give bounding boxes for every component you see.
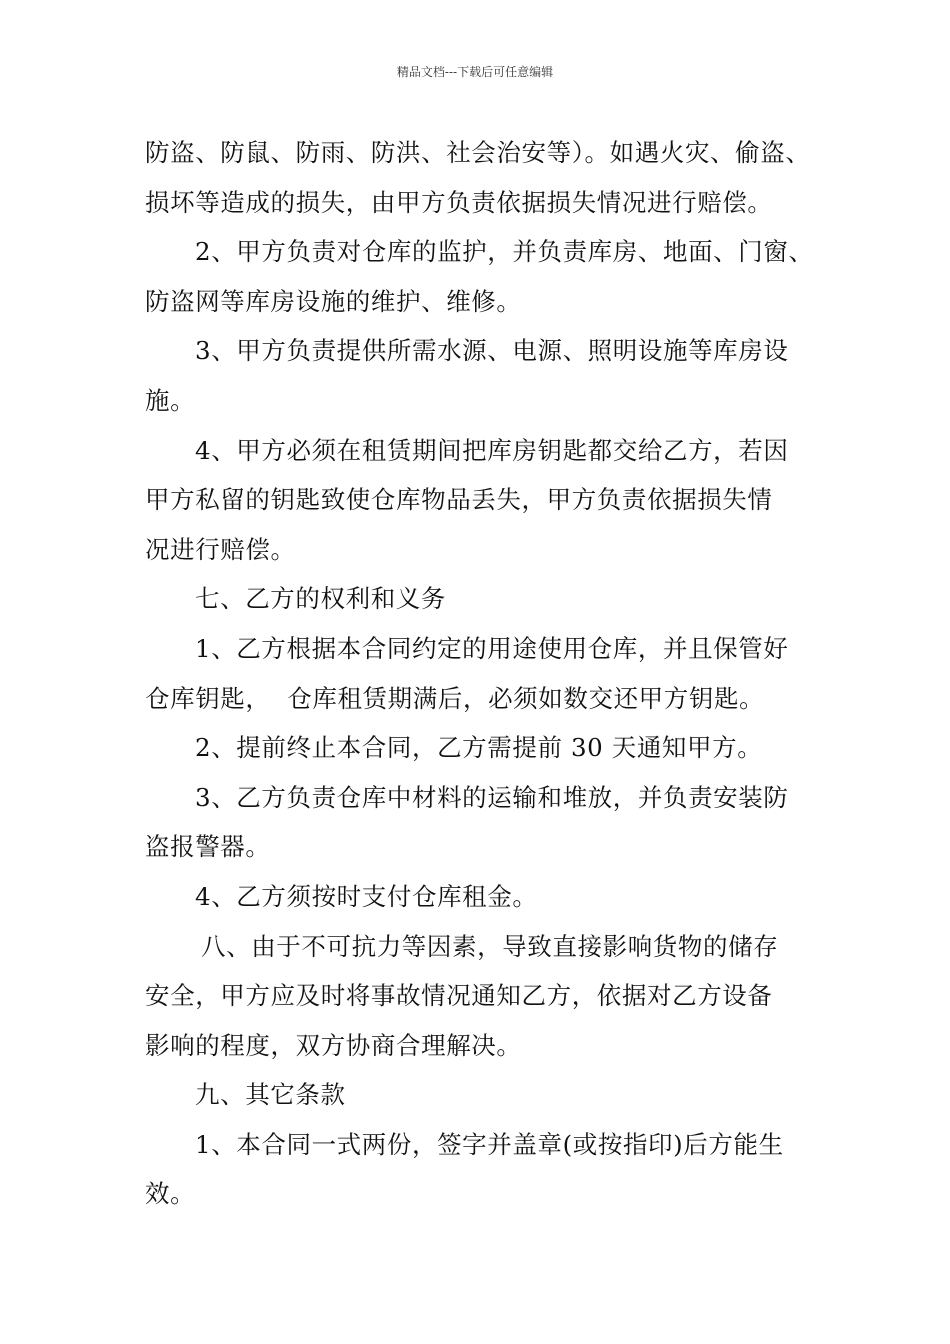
page-header: 精品文档---下载后可任意编辑 [396, 65, 554, 79]
paragraph-line: 影响的程度，双方协商合理解决。 [145, 1030, 522, 1060]
paragraph-line: 防盗、防鼠、防雨、防洪、社会治安等）。如遇火灾、偷盗、 [145, 138, 811, 167]
paragraph-line: 4、乙方须按时支付仓库租金。 [195, 881, 538, 911]
paragraph-line: 1、本合同一式两份，签字并盖章(或按指印)后方能生 [195, 1129, 784, 1159]
section-heading: 九、其它条款 [195, 1080, 346, 1110]
section-heading: 七、乙方的权利和义务 [195, 584, 446, 614]
paragraph-line: 2、甲方负责对仓库的监护，并负责库房、地面、门窗、 [195, 237, 814, 267]
document-body [145, 128, 835, 1219]
paragraph-line: 效。 [145, 1179, 196, 1209]
paragraph-line: 仓库钥匙， 仓库租赁期满后，必须如数交还甲方钥匙。 [145, 683, 765, 713]
paragraph-line: 损坏等造成的损失，由甲方负责依据损失情况进行赔偿。 [145, 187, 773, 217]
paragraph-line: 况进行赔偿。 [145, 534, 296, 564]
paragraph-line: 甲方私留的钥匙致使仓库物品丢失，甲方负责依据损失情 [145, 485, 773, 515]
paragraph-line: 安全，甲方应及时将事故情况通知乙方，依据对乙方设备 [145, 981, 773, 1011]
paragraph-line: 3、甲方负责提供所需水源、电源、照明设施等库房设 [195, 336, 789, 366]
paragraph-line: 1、乙方根据本合同约定的用途使用仓库，并且保管好 [195, 633, 789, 663]
paragraph-line: 4、甲方必须在租赁期间把库房钥匙都交给乙方，若因 [195, 435, 789, 465]
paragraph-line: 3、乙方负责仓库中材料的运输和堆放，并负责安装防 [195, 782, 789, 812]
paragraph-line: 2、提前终止本合同，乙方需提前 30 天通知甲方。 [195, 733, 763, 763]
paragraph-line: 施。 [145, 385, 196, 415]
paragraph-line: 盗报警器。 [145, 832, 271, 862]
paragraph-line: 防盗网等库房设施的维护、维修。 [145, 286, 522, 316]
paragraph-line: 八、由于不可抗力等因素，导致直接影响货物的储存 [201, 931, 779, 961]
